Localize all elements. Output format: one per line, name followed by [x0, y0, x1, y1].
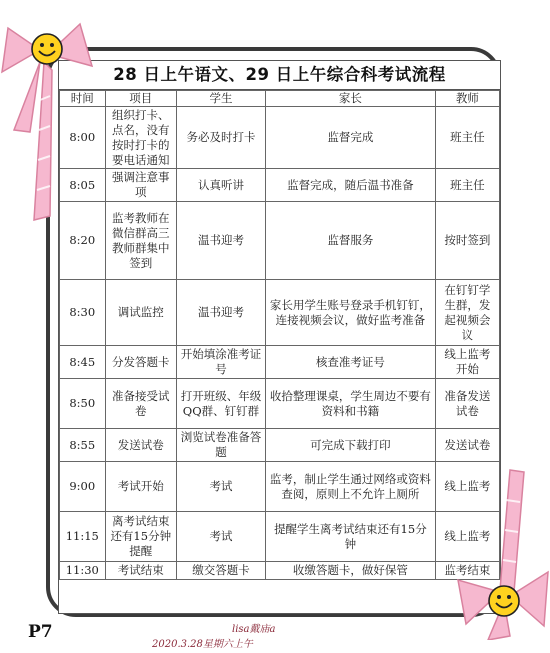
cell-time: 8:55	[60, 429, 106, 462]
table-row	[60, 562, 500, 580]
cell-teacher: 发送试卷	[435, 429, 499, 462]
cell-parent: 提醒学生离考试结束还有15分钟	[266, 512, 436, 562]
cell-teacher: 按时签到	[435, 202, 499, 280]
table-row	[60, 379, 500, 429]
cell-parent: 监督完成	[266, 107, 436, 169]
cell-time: 9:00	[60, 462, 106, 512]
header-student: 学生	[176, 91, 265, 107]
cell-parent: 监考，制止学生通过网络或资料查阅，原则上不允许上厕所	[266, 462, 436, 512]
cell-student: 温书迎考	[176, 202, 265, 280]
cell-teacher: 线上监考	[435, 512, 499, 562]
header-item: 项目	[105, 91, 176, 107]
cell-parent: 监督完成，随后温书准备	[266, 169, 436, 202]
table-row	[60, 462, 500, 512]
cell-student: 认真听讲	[176, 169, 265, 202]
cell-teacher: 在钉钉学生群，发起视频会议	[435, 280, 499, 346]
smiley-top-left-icon	[30, 32, 64, 66]
table-row	[60, 280, 500, 346]
cell-student: 考试	[176, 462, 265, 512]
cell-item: 调试监控	[105, 280, 176, 346]
cell-student: 开始填涂准考证号	[176, 346, 265, 379]
cell-student: 温书迎考	[176, 280, 265, 346]
schedule-title: 28 日上午语文、29 日上午综合科考试流程	[59, 61, 500, 90]
table-row	[60, 346, 500, 379]
cell-teacher: 准备发送试卷	[435, 379, 499, 429]
cell-time: 11:30	[60, 562, 106, 580]
cell-item: 强调注意事项	[105, 169, 176, 202]
table-row	[60, 202, 500, 280]
page-label: P7	[28, 622, 53, 642]
cell-student: 打开班级、年级QQ群、钉钉群	[176, 379, 265, 429]
cell-item: 发送试卷	[105, 429, 176, 462]
cell-item: 考试开始	[105, 462, 176, 512]
cell-student: 务必及时打卡	[176, 107, 265, 169]
cell-teacher: 线上监考开始	[435, 346, 499, 379]
cell-time: 8:45	[60, 346, 106, 379]
cell-parent: 可完成下载打印	[266, 429, 436, 462]
cell-teacher: 监考结束	[435, 562, 499, 580]
table-row	[60, 429, 500, 462]
cell-item: 离考试结束还有15分钟提醒	[105, 512, 176, 562]
cell-time: 8:00	[60, 107, 106, 169]
schedule-sheet	[58, 60, 501, 614]
cell-time: 11:15	[60, 512, 106, 562]
cell-item: 考试结束	[105, 562, 176, 580]
cell-teacher: 线上监考	[435, 462, 499, 512]
cell-teacher: 班主任	[435, 107, 499, 169]
header-row	[60, 91, 500, 107]
cell-time: 8:30	[60, 280, 106, 346]
cell-item: 准备接受试卷	[105, 379, 176, 429]
cell-time: 8:20	[60, 202, 106, 280]
header-teacher: 教师	[435, 91, 499, 107]
cell-student: 缴交答题卡	[176, 562, 265, 580]
cell-student: 考试	[176, 512, 265, 562]
smiley-bottom-right-icon	[487, 584, 521, 618]
header-time: 时间	[60, 91, 106, 107]
cell-parent: 收缴答题卡，做好保管	[266, 562, 436, 580]
cell-item: 监考教师在微信群高三教师群集中签到	[105, 202, 176, 280]
table-row	[60, 107, 500, 169]
cell-parent: 家长用学生账号登录手机钉钉，连接视频会议，做好监考准备	[266, 280, 436, 346]
signature-date: 2020.3.28星期六上午	[152, 639, 253, 650]
signature-name: lisa戴庙a	[232, 624, 276, 635]
cell-item: 分发答题卡	[105, 346, 176, 379]
cell-parent: 核查准考证号	[266, 346, 436, 379]
cell-teacher: 班主任	[435, 169, 499, 202]
cell-time: 8:50	[60, 379, 106, 429]
table-row	[60, 169, 500, 202]
cell-item: 组织打卡、点名，没有按时打卡的要电话通知	[105, 107, 176, 169]
cell-time: 8:05	[60, 169, 106, 202]
cell-parent: 收拾整理课桌，学生周边不要有资料和书籍	[266, 379, 436, 429]
table-row	[60, 512, 500, 562]
schedule-table	[59, 90, 500, 580]
cell-student: 浏览试卷准备答题	[176, 429, 265, 462]
header-parent: 家长	[266, 91, 436, 107]
cell-parent: 监督服务	[266, 202, 436, 280]
